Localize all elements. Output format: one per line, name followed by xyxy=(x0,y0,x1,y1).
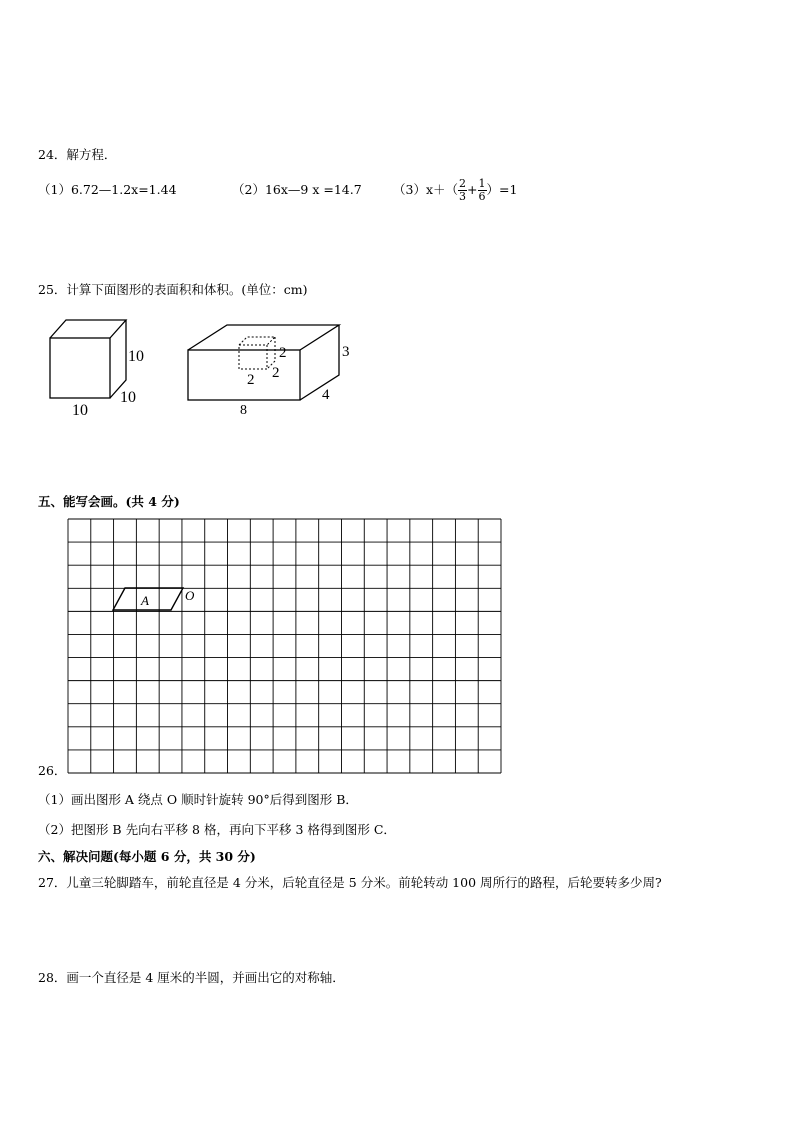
q24-equation-2: （2）16x—9 x =14.7 xyxy=(232,182,362,197)
section-6-title: 六、解决问题(每小题 6 分，共 30 分) xyxy=(38,849,256,864)
cuboid-depth-label: 4 xyxy=(322,387,330,403)
q26-number: 26． xyxy=(38,763,67,778)
q25-title: 25．计算下面图形的表面积和体积。(单位：cm) xyxy=(38,282,308,297)
q26-task-2: （2）把图形 B 先向右平移 8 格，再向下平移 3 格得到图形 C． xyxy=(38,822,396,837)
hole-depth-label: 2 xyxy=(279,345,287,361)
shape-a-label: A xyxy=(141,593,149,608)
hole-height-label: 2 xyxy=(272,365,280,381)
cube-width-label: 10 xyxy=(72,402,88,419)
cube-depth-label: 10 xyxy=(120,389,136,406)
fraction-one-sixth: $\frac{1}{6}$ xyxy=(478,177,486,203)
point-o-label: O xyxy=(185,588,195,603)
section-5-title: 五、能写会画。(共 4 分) xyxy=(38,494,180,509)
q24-equation-1: （1）6.72—1.2x=1.44 xyxy=(38,182,177,197)
q26-task-1: （1）画出图形 A 绕点 O 顺时针旋转 90°后得到图形 B． xyxy=(38,792,358,807)
q24-title: 24．解方程． xyxy=(38,147,117,162)
q27-text: 27．儿童三轮脚踏车，前轮直径是 4 分米，后轮直径是 5 分米。前轮转动 100 周所行的路程，后轮要转多少周? xyxy=(38,875,662,890)
cuboid-height-label: 3 xyxy=(342,344,350,360)
q28-text: 28．画一个直径是 4 厘米的半圆，并画出它的对称轴． xyxy=(38,970,345,985)
eq3-suffix: ）=1 xyxy=(486,182,518,197)
eq3-prefix: （3）x＋（ xyxy=(393,182,459,197)
cube-height-label: 10 xyxy=(128,348,144,365)
hole-width-label: 2 xyxy=(247,372,255,388)
fraction-two-thirds: $\frac{2}{3}$ xyxy=(459,177,467,203)
plus-sign: + xyxy=(467,182,478,197)
cuboid-length-label: 8 xyxy=(240,403,247,418)
